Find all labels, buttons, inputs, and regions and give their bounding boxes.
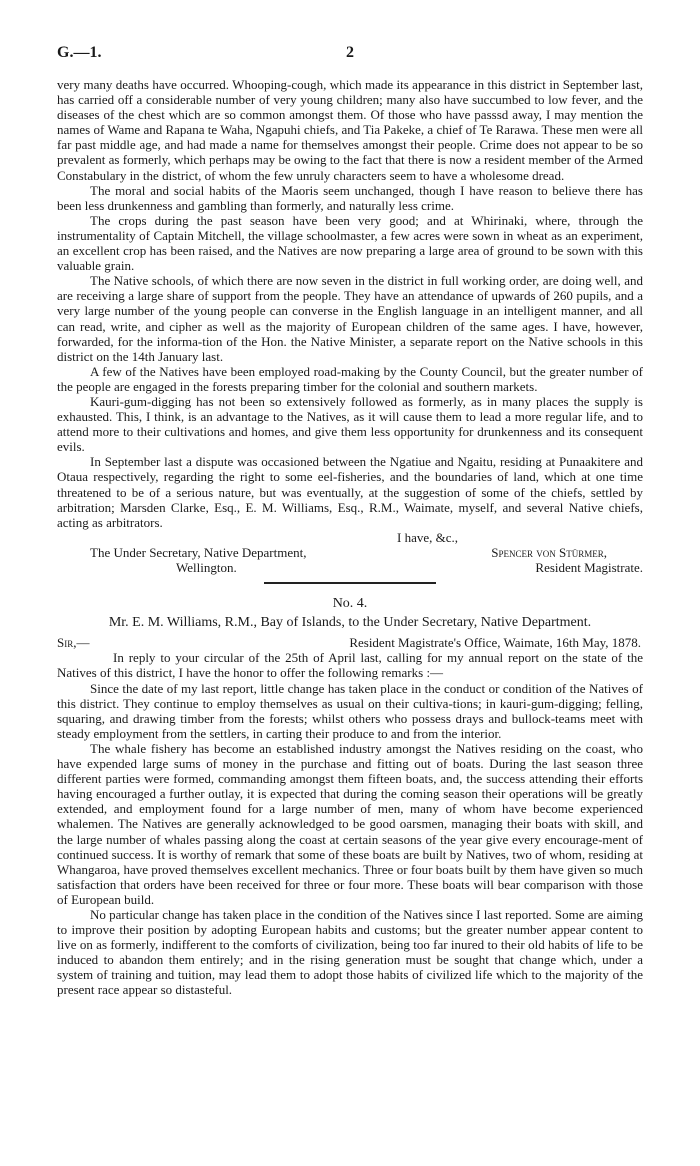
page-number: 2: [346, 44, 354, 61]
section-divider: [264, 582, 436, 584]
signer-name: Spencer von Stürmer,: [491, 544, 607, 560]
page-body: [57, 77, 643, 998]
addressee-line: The Under Secretary, Native Department,: [90, 544, 307, 560]
paragraph: The moral and social habits of the Maoris seem unchanged, though I have reason to believe there has been less drunkenness and gambling than formerly, and naturally less crime.: [57, 182, 643, 213]
paragraph: The Native schools, of which there are now seven in the district in full working order, are doing well, and are receiving a large share of support from the people. They have an attendance of upwards of 260 pupils, and a very large number of the young people can converse in the English language in an intelligent manner, and all can read, write, and cipher as well as the majority of European children of the same ages. I have, however, forwarded, for the informa-tion of the Hon. the Native Minister, a separate report on the Native schools in this district on the 14th January last.: [57, 273, 643, 364]
signer: [491, 545, 643, 575]
paragraph: Kauri-gum-digging has not been so extensively followed as formerly, as in many places the supply is exhausted. This, I think, is an advantage to the Natives, as it will cause them to lead a more regular life, and to attend more to their cultivations and homes, and give them less opportunity for drunkenness and its consequent evils.: [57, 393, 643, 455]
page-header: [57, 44, 643, 66]
closing-phrase: I have, &c.,: [397, 529, 459, 545]
letter-address: Mr. E. M. Williams, R.M., Bay of Islands, to the Under Secretary, Native Department.: [108, 615, 592, 631]
letter-number: No. 4.: [332, 596, 368, 612]
paragraph: In reply to your circular of the 25th of April last, calling for my annual report on the state of the Natives of this district, I have the honor to offer the following remarks :—: [57, 650, 643, 681]
paragraph: very many deaths have occurred. Whooping-cough, which made its appearance in this district in September last, has carried off a considerable number of very young children; many also have succumbed to low fever, and the diseases of the chest which are so common amongst them. Of those who have passsd away, I may mention the names of Wame and Rapana te Waha, Ngapuhi chiefs, and Tia Pakeke, a chief of Te Rarawa. These men were all far past middle age, and had made a name for themselves amongst their people. Crime does not appear to be so prevalent as formerly, which perhaps may be owing to the fact that there is now a resident member of the Armed Constabulary in the district, of whom the few unruly characters seem to have a wholesome dread.: [57, 77, 643, 183]
paragraph: The crops during the past season have been very good; and at Whirinaki, where, through the instrumentality of Captain Mitchell, the village schoolmaster, a few acres were sown in wheat as an experiment, an excellent crop has been raised, and the Natives are now preparing a large area of ground to be sown with this valuable grain.: [57, 212, 643, 274]
office-and-date: Resident Magistrate's Office, Waimate, 16th May, 1878.: [349, 635, 641, 651]
salutation-line: [57, 635, 643, 650]
signature-block: [57, 545, 643, 575]
addressee: [57, 545, 306, 575]
paragraph: Since the date of my last report, little change has taken place in the conduct or condition of the Natives of this district. They continue to employ themselves as usual on their cultiva-tions; in kauri-gum-digging; felling, squaring, and drawing timber from the forests; whilst others who possess drays and bullock-teams meet with steady employment from the settlers, in carting their produce to and from the interior.: [57, 680, 643, 741]
letter-closing: [57, 530, 643, 575]
paragraph: No particular change has taken place in the condition of the Natives since I last reported. Some are aiming to improve their position by adopting European habits and customs; but the greater number appear content to live on as formerly, indifferent to the comforts of civilization, being too far inured to their old habits of life to be induced to abandon them entirely; and in the rising generation must be sought that change which, under a system of training and tuition, may lead them to adopt those habits of civilized life which to the majority of the present race appear so distasteful.: [57, 906, 643, 998]
paragraph: A few of the Natives have been employed road-making by the County Council, but the greater number of the people are engaged in the forests preparing timber for the colonial and southern markets.: [57, 363, 643, 394]
signer-title: Resident Magistrate.: [535, 560, 643, 575]
document-code: G.—1.: [57, 44, 102, 61]
addressee-line: Wellington.: [176, 560, 237, 575]
salutation: Sir,—: [57, 635, 90, 651]
paragraph: In September last a dispute was occasioned between the Ngatiue and Ngaitu, residing at Punaakitere and Otaua respectively, regarding the right to some eel-fisheries, and the boundaries of land, which at one time threatened to be of a serious nature, but was eventually, at the suggestion of some of the chiefs, settled by arbitration; Marsden Clarke, Esq., E. M. Williams, Esq., R.M., Waimate, myself, and several Native chiefs, acting as arbitrators.: [57, 454, 643, 530]
paragraph: The whale fishery has become an established industry amongst the Natives residing on the coast, who have expended large sums of money in the purchase and fitting out of boats. During the last season three different parties were formed, commanding amongst them fifteen boats, and, the success attending their efforts having encouraged a further outlay, it is expected that during the coming season their operations will be greatly extended, and employment found for a large number of men, many of whom have become experienced whalemen. The Natives are generally acknowledged to be good oarsmen, managing their boats with skill, and the large number of whales passing along the coast at certain seasons of the year give every encourage-ment of continued success. It is worthy of remark that some of these boats are built by Natives, two of whom, residing at Whangaroa, have proved themselves excellent mechanics. Three or four boats built by them have given so much satisfaction that orders have been received for three or four more. These boats will bear comparison with those of European build.: [57, 740, 643, 907]
